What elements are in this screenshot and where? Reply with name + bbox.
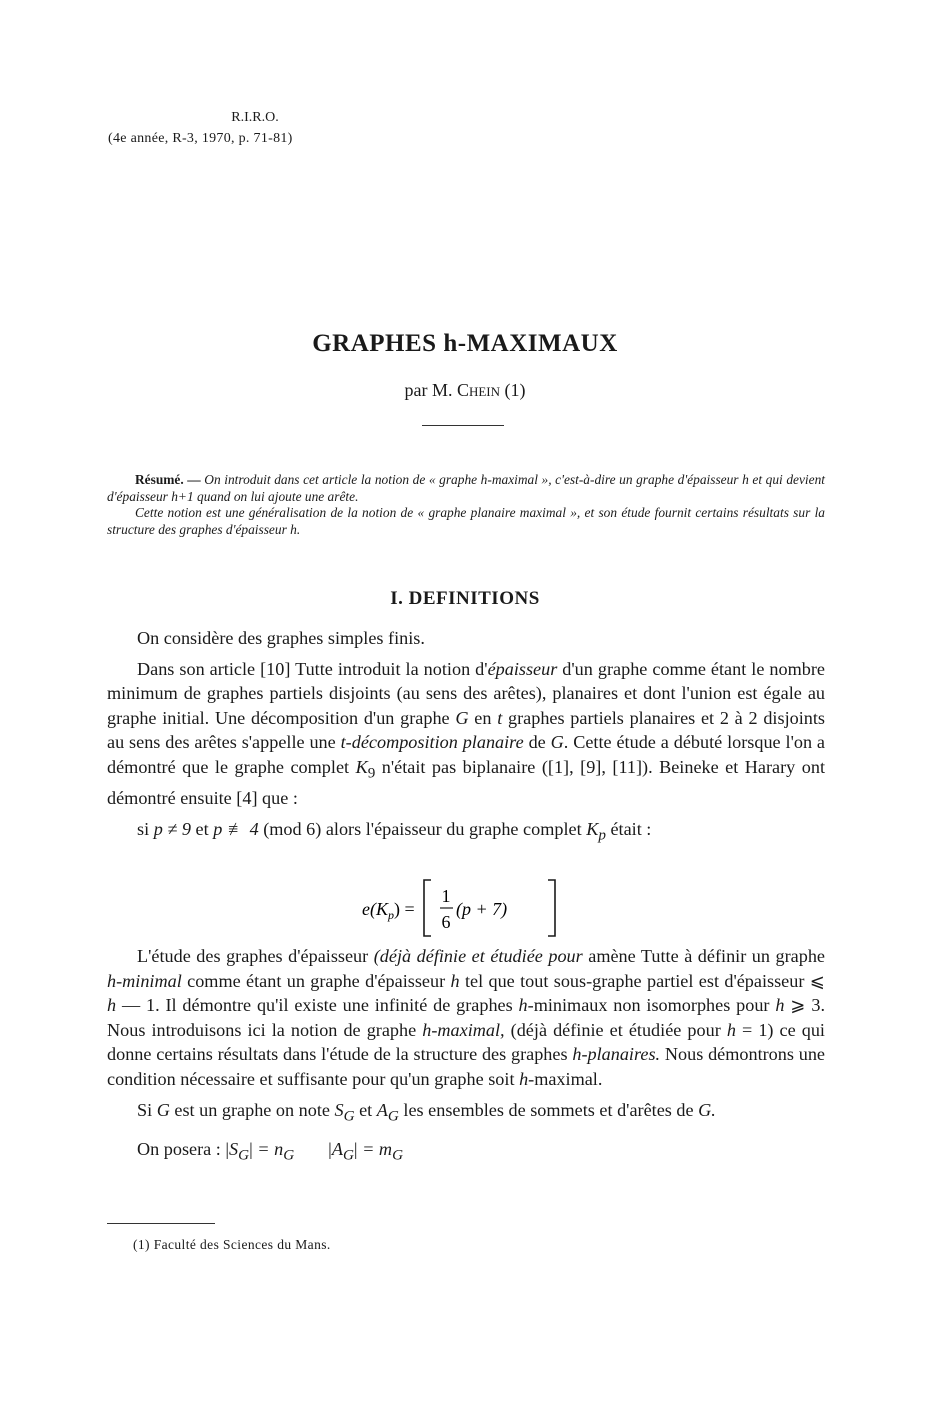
paragraph-5: Si G est un graphe on note $S_G$ et $A_G$ les ensembles de sommets et d'arêtes de G. (137, 1099, 716, 1125)
paragraph-2: Dans son article [10] Tutte introduit la notion d'épaisseur d'un graphe comme étant le nombre minimum de graphes partiels disjoints (au sens des arêtes), planaires et dont l'union est égale au graphe initial. Une décomposition d'un graphe G en t graphes partiels planaires et 2 à 2 disjoints au sens des arêtes s'appelle une t-décomposition planaire de G. Cette étude a débuté lorsque l'on a démontré que le graphe complet $K_9$ n'était pas biplanaire ([1], [9], [11]). Beineke et Harary ont démontré ensuite [4] que : (107, 658, 826, 809)
formula-denominator: 6 (441, 912, 451, 932)
abstract-lead: Résumé. — (135, 472, 201, 487)
journal-name: R.I.R.O. (231, 110, 279, 125)
author-name: Chein (456, 380, 501, 400)
thickness-formula (0, 878, 930, 938)
paragraph-4: L'étude des graphes d'épaisseur (déjà définie et étudiée pour amène Tutte à définir un graphe h-minimal comme étant un graphe d'épaisseur h tel que tout sous-graphe partiel est d'épaisseur ⩽ h — 1. Il démontre qu'il existe une infinité de graphes h-minimaux non isomorphes pour h ⩾ 3. Nous introduisons ici la notion de graphe h-maximal, (déjà définie et étudiée pour h = 1) ce qui donne certains résultats dans l'étude de la structure des graphes h-planaires. Nous démontrons une condition nécessaire et suffisante pour qu'un graphe soit h-maximal. (107, 946, 826, 1089)
abstract (107, 472, 825, 538)
paragraph-6: On posera : $|S_G| = n_G$ $|A_G| = m_G$ (137, 1138, 404, 1164)
formula-rest: (p + 7) (456, 899, 508, 919)
author-prefix: par M. (404, 380, 453, 400)
floor-bracket-left (424, 880, 431, 936)
abstract-paragraph-1: On introduit dans cet article la notion de « graphe h-maximal », c'est-à-dire un graphe d'épaisseur h et qui devient d'épaisseur h+1 quand on lui ajoute une arête. (107, 472, 825, 504)
author-note-mark: (1) (504, 380, 526, 400)
body-part-2 (107, 944, 825, 1168)
floor-bracket-right (548, 880, 555, 936)
author-line (0, 380, 930, 401)
paragraph-3: si p ≠ 9 et p ≢ 4 (mod 6) alors l'épaisseur du graphe complet $K_p$ était : (137, 818, 652, 844)
abstract-paragraph-2: Cette notion est une généralisation de la notion de « graphe planaire maximal », et son étude fournit certains résultats sur la structure des graphes d'épaisseur h. (107, 505, 825, 537)
paragraph-1: On considère des graphes simples finis. (137, 628, 425, 648)
footnote: (1) Faculté des Sciences du Mans. (133, 1237, 331, 1252)
body-part-1 (107, 626, 825, 848)
footnote-divider (107, 1223, 215, 1224)
paper-title: GRAPHES h-MAXIMAUX (312, 330, 618, 357)
formula-numerator: 1 (441, 886, 451, 906)
title-divider (422, 425, 504, 426)
formula-lhs: $e(K_p)$ = (362, 899, 415, 922)
journal-issue: (4e année, R-3, 1970, p. 71-81) (108, 131, 293, 146)
section-title: I. DEFINITIONS (390, 588, 540, 609)
